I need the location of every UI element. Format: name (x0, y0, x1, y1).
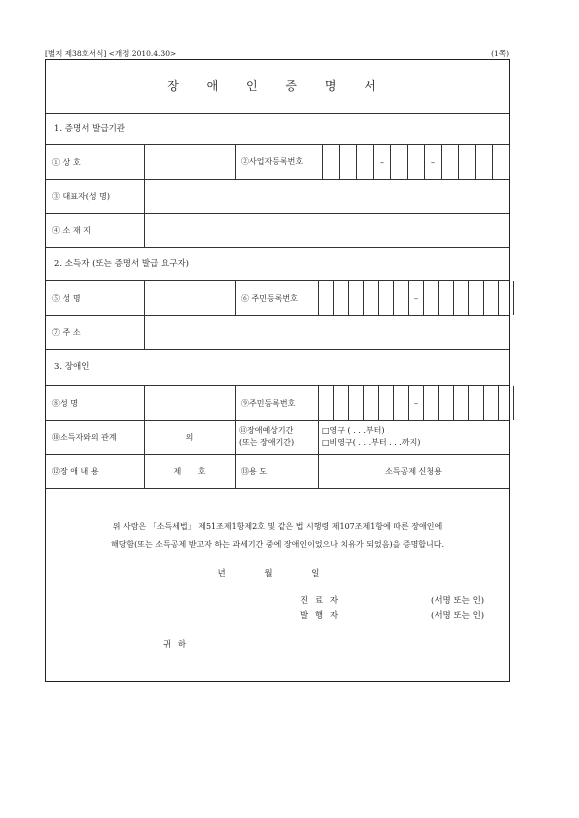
disabled-rrn-field[interactable] (318, 386, 523, 420)
period-options[interactable] (318, 420, 509, 454)
disabled-name-label: ⑧성 명 (52, 398, 78, 408)
business-name-field[interactable] (144, 145, 235, 179)
section1-heading: 1. 증명서 발급기관 (46, 113, 509, 145)
earner-rrn-field[interactable] (318, 281, 523, 315)
dash-mark: – (373, 145, 390, 179)
issuer-signature[interactable]: (서명 또는 인) (431, 611, 485, 621)
disability-content-field[interactable]: 제 호 (173, 466, 206, 476)
period-option-temporary[interactable]: □비영구( . . .부터 . . .까지) (322, 438, 421, 447)
recipient-label: 귀 하 (163, 640, 189, 650)
disability-content-label: ⑫장 애 내 용 (52, 466, 99, 476)
section2-row-name (46, 281, 509, 316)
section3-row-content (46, 454, 509, 489)
section2-heading: 2. 소득자 (또는 증명서 발급 요구자) (46, 247, 509, 281)
section3-row-name (46, 386, 509, 421)
section3-heading: 3. 장애인 (46, 349, 509, 386)
business-number-label: ②사업자등록번호 (241, 157, 304, 166)
disabled-name-field[interactable] (144, 386, 235, 420)
earner-name-field[interactable] (144, 281, 235, 315)
section3-row-relation (46, 420, 509, 455)
relation-label: ⑩소득자와의 관계 (52, 432, 117, 442)
form-title: 장 애 인 증 명 서 (46, 60, 509, 114)
earner-address-field[interactable] (144, 315, 509, 349)
business-number-field[interactable] (322, 145, 525, 179)
doctor-label: 진 료 자 (300, 596, 341, 606)
period-option-permanent[interactable]: □영구 ( . . .부터) (322, 426, 385, 435)
representative-label: ③ 대표자(성 명) (52, 191, 110, 201)
period-label (235, 420, 318, 454)
earner-rrn-label: ⑥ 주민등록번호 (241, 293, 298, 303)
dash-mark: – (408, 386, 423, 420)
issue-date: 년 월 일 (217, 569, 338, 579)
certificate-form (45, 59, 510, 682)
business-name-label: ① 상 호 (52, 157, 81, 167)
doctor-signature[interactable]: (서명 또는 인) (431, 596, 485, 606)
section2-row-addr (46, 315, 509, 350)
section1-row-rep (46, 179, 509, 214)
section1-row-addr (46, 213, 509, 248)
period-label-line2: (또는 장애기간) (239, 438, 295, 447)
statement-line1: 위 사람은 「소득세법」 제51조제1항제2호 및 같은 법 시행령 제107조제1항에 따른 장애인에 (112, 522, 443, 531)
relation-field[interactable]: 의 (185, 432, 194, 442)
section1-row-name (46, 145, 509, 180)
dash-mark: – (424, 145, 441, 179)
purpose-value: 소득공제 신청용 (385, 466, 442, 476)
earner-name-label: ⑤ 성 명 (52, 293, 81, 303)
issuer-label: 발 행 자 (300, 611, 341, 621)
disabled-rrn-label: ⑨주민등록번호 (241, 398, 296, 408)
representative-field[interactable] (144, 179, 509, 213)
business-address-field[interactable] (144, 213, 509, 247)
dash-mark: – (408, 281, 423, 315)
statement-line2: 해당함(또는 소득공제 받고자 하는 과세기간 중에 장애인이었으나 치유가 되었음)을 증명합니다. (110, 540, 445, 549)
form-number: [별지 제38호서식] <개정 2010.4.30> (45, 49, 177, 58)
period-label-line1: ⑪장애예상기간 (239, 426, 294, 435)
earner-address-label: ⑦ 주 소 (52, 327, 81, 337)
business-address-label: ④ 소 재 지 (52, 225, 91, 235)
purpose-label: ⑬용 도 (241, 466, 267, 476)
page-number: (1쪽) (491, 49, 509, 58)
